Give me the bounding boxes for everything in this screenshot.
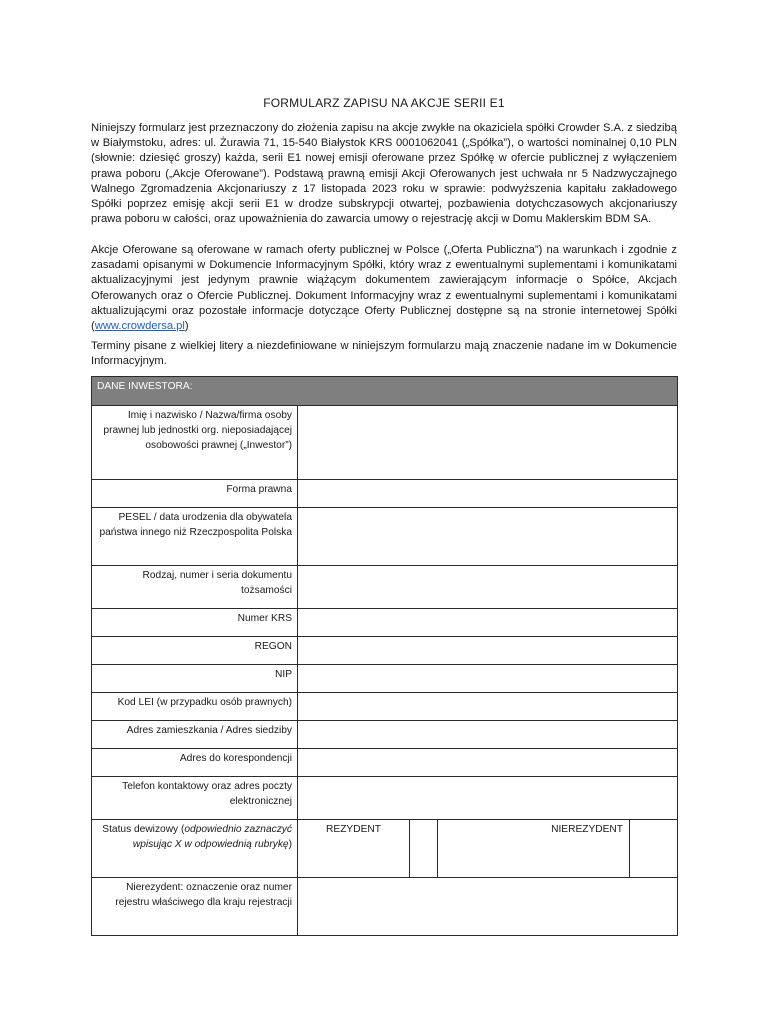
table-row [92,637,678,665]
nonresident-label: NIEREZYDENT [438,820,630,878]
name-field[interactable] [298,406,678,480]
lei-field[interactable] [298,693,678,721]
regon-field[interactable] [298,637,678,665]
table-row [92,721,678,749]
offer-paragraph [91,243,677,334]
pesel-field[interactable] [298,508,678,566]
contact-label: Telefon kontaktowy oraz adres poczty elektronicznej [92,777,298,820]
table-row [92,749,678,777]
name-label: Imię i nazwisko / Nazwa/firma osoby prawnej lub jednostki org. nieposiadającej osobowości prawnej („Inwestor”) [92,406,298,480]
table-row [92,665,678,693]
table-row [92,820,678,878]
legal-form-label: Forma prawna [92,480,298,508]
resident-checkbox[interactable] [410,820,438,878]
lei-label: Kod LEI (w przypadku osób prawnych) [92,693,298,721]
table-row [92,480,678,508]
table-row [92,406,678,480]
status-note: odpowiednio zaznaczyć wpisując X w odpowiednią rubrykę [132,824,292,850]
table-row [92,566,678,609]
offer-text: Akcje Oferowane są oferowane w ramach oferty publicznej w Polsce („Oferta Publiczna”) na warunkach i zgodnie z zasadami opisanymi w Dokumencie Informacyjnym Spółki, który wraz z ewentualnymi suplementami i komunikatami aktualizacyjnymi jest jedynym prawnie wiążącym dokumentem zawierającym informacje o Spółce, Akcjach Oferowanych oraz o Ofercie Publicznej. Dokument Informacyjny wraz z ewentualnymi suplementami i komunikatami aktualizującymi oraz pozostałe informacje dotyczące Oferty Publicznej dostępne są na stronie internetowej Spółki ( [91,244,677,333]
status-prefix: Status dewizowy ( [102,824,185,835]
table-row [92,609,678,637]
contact-field[interactable] [298,777,678,820]
nip-label: NIP [92,665,298,693]
status-suffix: ) [288,839,292,850]
registry-label: Nierezydent: oznaczenie oraz numer rejestru właściwego dla kraju rejestracji [92,878,298,936]
regon-label: REGON [92,637,298,665]
legal-form-field[interactable] [298,480,678,508]
nonresident-checkbox[interactable] [630,820,678,878]
table-row [92,777,678,820]
registry-field[interactable] [298,878,678,936]
section-header: DANE INWESTORA: [92,377,678,406]
currency-status-label [92,820,298,878]
intro-paragraph: Niniejszy formularz jest przeznaczony do złożenia zapisu na akcje zwykłe na okaziciela spółki Crowder S.A. z siedzibą w Białymstoku, adres: ul. Żurawia 71, 15-540 Białystok KRS 0001062041 („Spółka”), o wartości nominalnej 0,10 PLN (słownie: dziesięć groszy) każda, serii E1 nowej emisji oferowane przez Spółkę w ofercie publicznej z wyłączeniem prawa poboru („Akcje Oferowane”). Podstawą prawną emisji Akcji Oferowanych jest uchwała nr 5 Nadzwyczajnego Walnego Zgromadzenia Akcjonariuszy z 17 listopada 2023 roku w sprawie: podwyższenia kapitału zakładowego Spółki poprzez emisję akcji serii E1 w drodze subskrypcji otwartej, pozbawienia dotychczasowych akcjonariuszy prawa poboru w całości, oraz upoważnienia do zawarcia umowy o rejestrację akcji w Domu Maklerskim BDM SA. [91,122,677,226]
address-label: Adres zamieszkania / Adres siedziby [92,721,298,749]
table-row [92,508,678,566]
correspondence-field[interactable] [298,749,678,777]
terms-paragraph: Terminy pisane z wielkiej litery a niezdefiniowane w niniejszym formularzu mają znaczenie nadane im w Dokumencie Informacyjnym. [91,340,677,368]
id-document-field[interactable] [298,566,678,609]
krs-label: Numer KRS [92,609,298,637]
krs-field[interactable] [298,609,678,637]
resident-label: REZYDENT [298,820,410,878]
correspondence-label: Adres do korespondencji [92,749,298,777]
address-field[interactable] [298,721,678,749]
website-link[interactable]: www.crowdersa.pl [94,320,185,333]
table-row [92,693,678,721]
id-document-label: Rodzaj, numer i seria dokumentu tożsamości [92,566,298,609]
table-row [92,878,678,936]
offer-text-end: ) [184,320,189,333]
investor-data-table [91,376,678,936]
nip-field[interactable] [298,665,678,693]
pesel-label: PESEL / data urodzenia dla obywatela państwa innego niż Rzeczpospolita Polska [92,508,298,566]
table-header-row [92,377,678,406]
form-title: FORMULARZ ZAPISU NA AKCJE SERII E1 [263,96,505,110]
